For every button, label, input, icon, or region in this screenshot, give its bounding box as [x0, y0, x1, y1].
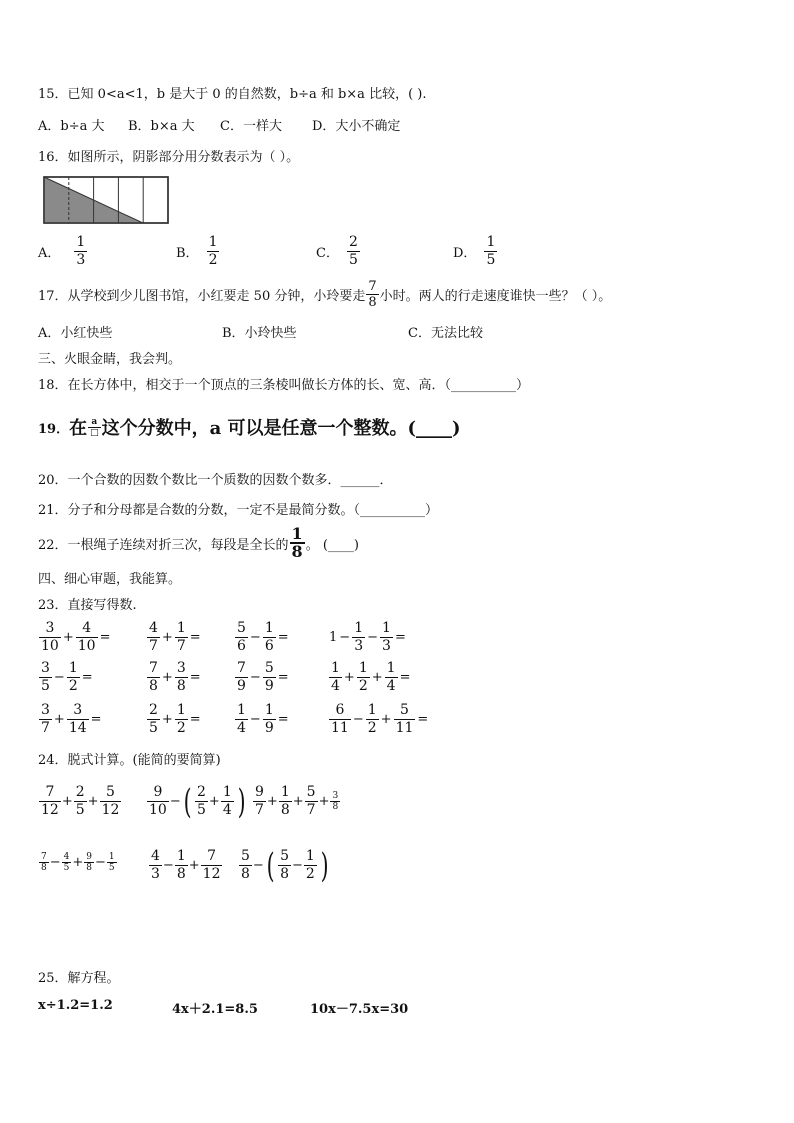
question-16-text: 16．如图所示，阴影部分用分数表示为（ ）。 — [38, 150, 300, 165]
question-25-title: 25．解方程。 — [38, 971, 120, 986]
fraction: $\frac{5}{6}$ — [237, 620, 246, 654]
question-22: 22．一根绳子连续对折三次，每段是全长的 $\frac{1}{8}$ 。 (____) — [38, 524, 359, 561]
operator: + — [62, 630, 74, 645]
question-18: 18．在长方体中，相交于一个顶点的三条棱叫做长方体的长、宽、高．（__________） — [38, 378, 530, 393]
q17-option-c: C．无法比较 — [408, 326, 483, 341]
q24-expr-4: $\frac{7}{8}$ − $\frac{4}{5}$ + $\frac{9}{8}$ − $\frac{1}{5}$ — [41, 852, 115, 873]
fraction: $\frac{1}{6}$ — [264, 620, 274, 654]
q23-expr-3-3 — [234, 702, 290, 737]
fraction: $\frac{7}{9}$ — [237, 660, 246, 694]
operator: + — [53, 712, 65, 727]
question-20: 20．一个合数的因数个数比一个质数的因数个数多．______． — [38, 473, 393, 488]
fraction: $\frac{3}{5}$ — [41, 660, 50, 694]
q17-option-b: B．小玲快些 — [222, 326, 297, 341]
operator: + — [161, 712, 173, 727]
operator: − — [249, 670, 261, 685]
q15-option-d: D．大小不确定 — [312, 119, 401, 134]
operator: = — [277, 712, 289, 727]
question-16 — [38, 146, 299, 165]
fraction: $\frac{5}{9}$ — [264, 660, 274, 694]
operator: = — [189, 670, 201, 685]
fraction: $\frac{2}{5}$ — [149, 702, 158, 736]
fraction: $\frac{3}{14}$ — [68, 702, 87, 736]
section-4-heading: 四、细心审题，我能算。 — [38, 572, 182, 587]
fraction: $\frac{1}{2}$ — [367, 702, 377, 736]
fraction: $\frac{1}{4}$ — [237, 702, 246, 736]
q16-option-c: C． $\frac{2}{5}$ — [316, 234, 358, 268]
operator: + — [380, 712, 392, 727]
operator: = — [399, 670, 411, 685]
q15-option-b: B．b×a 大 — [128, 119, 195, 134]
fraction: $\frac{1}{2}$ — [68, 660, 78, 694]
q23-expr-3-4 — [328, 702, 429, 737]
q23-expr-3-1 — [38, 702, 103, 737]
operator: = — [99, 630, 111, 645]
operator: + — [161, 630, 173, 645]
q23-expr-3-2 — [146, 702, 202, 737]
q24-expr-6: $\frac{5}{8}$ − ( $\frac{5}{8}$ − $\frac{1}{2}$ ) — [241, 845, 329, 886]
operator: = — [277, 630, 289, 645]
q17-option-a: A．小红快些 — [38, 326, 113, 341]
fraction: $\frac{3}{7}$ — [41, 702, 50, 736]
q23-expr-1-2 — [146, 620, 202, 655]
operator: 1 — [329, 630, 338, 645]
operator: − — [339, 630, 351, 645]
operator: = — [81, 670, 93, 685]
question-15-text: 15．已知 0<a<1，b 是大于 0 的自然数，b÷a 和 b×a 比较，( ). — [38, 87, 427, 102]
equation-3: 10x－7.5x=30 — [310, 1002, 409, 1017]
fraction: $\frac{7}{8}$ — [149, 660, 158, 694]
fraction: $\frac{1}{2}$ — [358, 660, 368, 694]
operator: − — [367, 630, 379, 645]
q23-expr-2-3 — [234, 660, 290, 695]
q16-option-b: B． $\frac{1}{2}$ — [176, 234, 218, 268]
fraction: $\frac{1}{4}$ — [331, 660, 340, 694]
fraction: $\frac{4}{7}$ — [149, 620, 158, 654]
question-23-title: 23．直接写得数. — [38, 598, 137, 613]
q23-expr-2-2 — [146, 660, 202, 695]
operator: = — [394, 630, 406, 645]
q23-expr-2-1 — [38, 660, 94, 695]
question-17: 17．从学校到少儿图书馆，小红要走 50 分钟，小玲要走 $\frac{7}{8}$ 小时。两人的行走速度谁快一些？（ ）。 — [38, 279, 612, 310]
q15-option-c: C．一样大 — [220, 119, 282, 134]
question-15 — [38, 83, 426, 102]
operator: = — [277, 670, 289, 685]
operator: = — [189, 712, 201, 727]
q23-expr-1-1 — [38, 620, 111, 655]
q23-expr-1-4 — [328, 620, 407, 655]
q16-option-d: D． $\frac{1}{5}$ — [453, 234, 496, 268]
fraction: $\frac{1}{3}$ — [382, 620, 391, 654]
shaded-figure — [43, 176, 171, 226]
operator: − — [249, 630, 261, 645]
fraction: $\frac{4}{10}$ — [77, 620, 96, 654]
fraction: $\frac{1}{3}$ — [354, 620, 364, 654]
operator: + — [371, 670, 383, 685]
fraction: $\frac{3}{8}$ — [176, 660, 186, 694]
section-3-heading: 三、火眼金睛，我会判。 — [38, 352, 182, 367]
q23-expr-1-3 — [234, 620, 290, 655]
operator: = — [189, 630, 201, 645]
operator: − — [53, 670, 65, 685]
q24-expr-3: $\frac{9}{7}$ + $\frac{1}{8}$ + $\frac{5}{7}$ + $\frac{3}{8}$ — [255, 784, 339, 818]
equation-1: x÷1.2=1.2 — [38, 998, 113, 1013]
fraction: $\frac{1}{7}$ — [176, 620, 186, 654]
q24-expr-5: $\frac{4}{3}$ − $\frac{1}{8}$ + $\frac{7}{12}$ — [151, 848, 221, 882]
question-19: 19． 在 $\frac{a}{□}$ 这个分数中，a 可以是任意一个整数。(____) — [38, 416, 461, 439]
question-21: 21．分子和分母都是合数的分数，一定不是最简分数。（__________） — [38, 503, 439, 518]
q23-expr-2-4 — [328, 660, 411, 695]
fraction: $\frac{6}{11}$ — [331, 702, 349, 736]
operator: − — [352, 712, 364, 727]
operator: − — [249, 712, 261, 727]
fraction: $\frac{1}{2}$ — [176, 702, 186, 736]
fraction: $\frac{1}{4}$ — [386, 660, 396, 694]
operator: + — [343, 670, 355, 685]
operator: = — [90, 712, 102, 727]
q24-expr-1: $\frac{7}{12}$ + $\frac{2}{5}$ + $\frac{5}{12}$ — [41, 784, 120, 818]
question-24-title: 24．脱式计算。(能简的要简算) — [38, 753, 221, 768]
fraction: $\frac{1}{9}$ — [264, 702, 274, 736]
fraction: $\frac{3}{10}$ — [41, 620, 59, 654]
operator: = — [417, 712, 429, 727]
fraction: $\frac{5}{11}$ — [395, 702, 414, 736]
equation-2: 4x＋2.1=8.5 — [172, 1002, 258, 1017]
operator: + — [161, 670, 173, 685]
q16-option-a: A． $\frac{1}{3}$ — [38, 234, 86, 268]
q15-option-a: A．b÷a 大 — [38, 119, 105, 134]
q24-expr-2: $\frac{9}{10}$ − ( $\frac{2}{5}$ + $\frac{1}{4}$ ) — [149, 781, 246, 822]
